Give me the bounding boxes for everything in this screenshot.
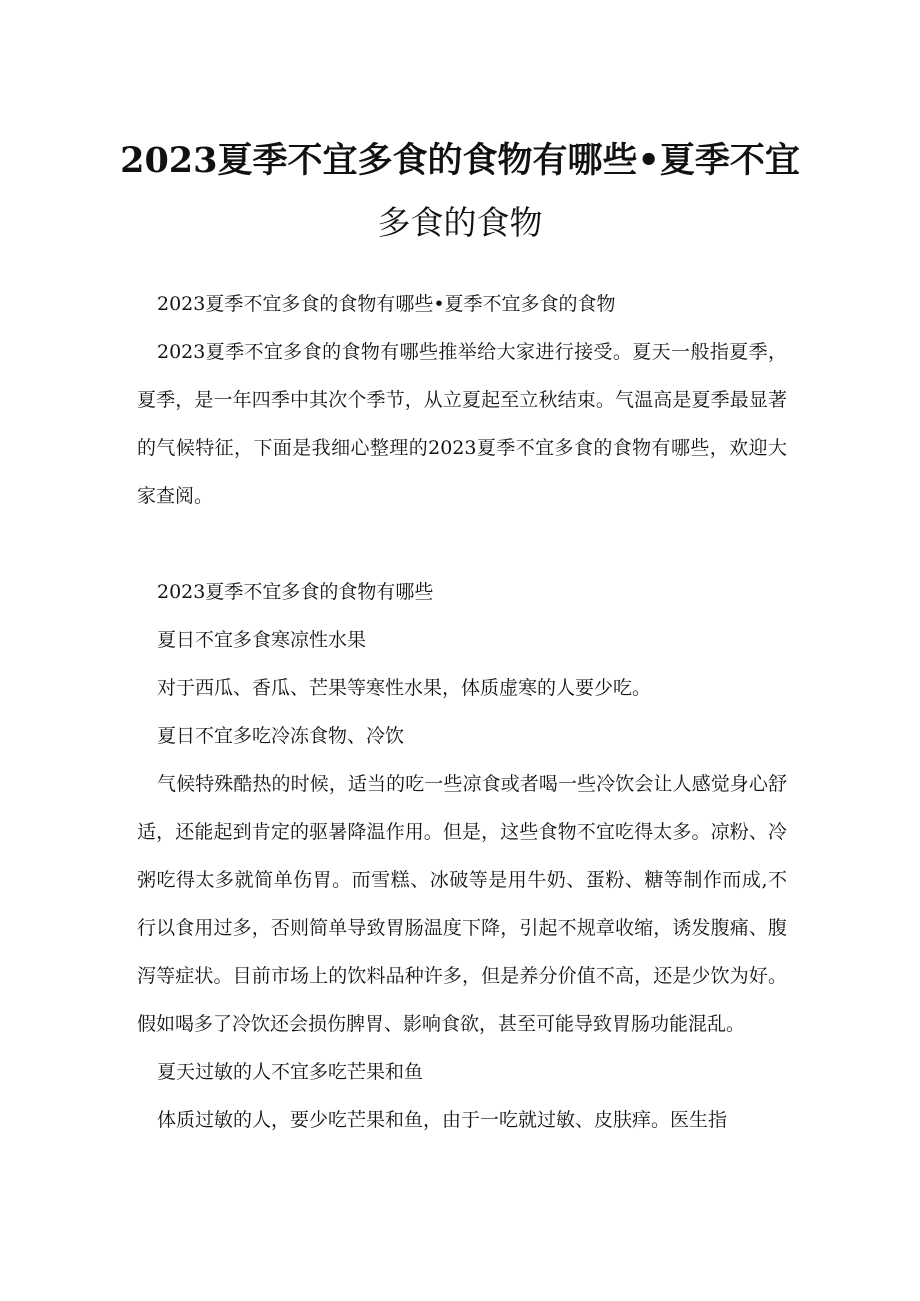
paragraph-allergy: 体质过敏的人，要少吃芒果和鱼，由于一吃就过敏、皮肤痒。医生指 — [157, 1109, 728, 1131]
document-body — [137, 280, 787, 1144]
subheading-allergy: 夏天过敏的人不宜多吃芒果和鱼 — [157, 1061, 424, 1083]
subheading-cold-fruit: 夏日不宜多食寒凉性水果 — [157, 629, 367, 651]
paragraph-intro: 2023夏季不宜多食的食物有哪些推举给大家进行接受。夏天一般指夏季，夏季，是一年四季中其次个季节，从立夏起至立秋结束。气温高是夏季最显著的气候特征，下面是我细心整理的2023夏季不宜多食的食物有哪些，欢迎大家查阅。 — [137, 341, 787, 507]
subheading-cold-drinks: 夏日不宜多吃冷冻食物、冷饮 — [157, 725, 405, 747]
section-heading: 2023夏季不宜多食的食物有哪些 — [157, 581, 434, 603]
paragraph-cold-drinks: 气候特殊酷热的时候，适当的吃一些凉食或者喝一些冷饮会让人感觉身心舒适，还能起到肯定的驱暑降温作用。但是，这些食物不宜吃得太多。凉粉、冷粥吃得太多就简单伤胃。而雪糕、冰破等是用牛奶、蛋粉、糖等制作而成,不行以食用过多，否则简单导致胃肠温度下降，引起不规章收缩，诱发腹痛、腹泻等症状。目前市场上的饮料品种许多，但是养分价值不高，还是少饮为好。假如喝多了冷饮还会损伤脾胃、影响食欲，甚至可能导致胃肠功能混乱。 — [137, 773, 787, 1035]
title-line-2: 多食的食物 — [377, 203, 543, 242]
title-line-1: 2023夏季不宜多食的食物有哪些•夏季不宜 — [120, 140, 800, 181]
paragraph-spacer — [137, 520, 787, 568]
document-title — [110, 130, 810, 254]
paragraph-cold-fruit: 对于西瓜、香瓜、芒果等寒性水果，体质虚寒的人要少吃。 — [157, 677, 652, 699]
paragraph-subtitle: 2023夏季不宜多食的食物有哪些•夏季不宜多食的食物 — [157, 293, 616, 315]
